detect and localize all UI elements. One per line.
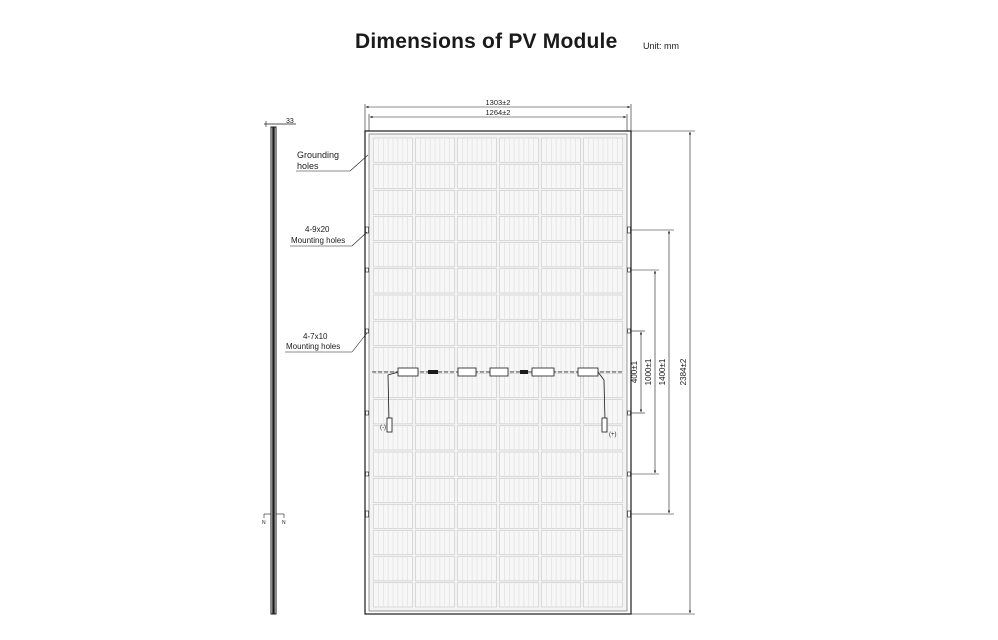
dim-width-inner: 1264±2	[485, 108, 511, 117]
callout-grounding-holes	[296, 150, 368, 171]
dim-hole-spacing-400: 400±1	[630, 360, 639, 384]
unit-label: Unit: mm	[643, 41, 679, 51]
section-mark-left: N	[262, 520, 266, 526]
dim-length: 2384±2	[679, 358, 688, 386]
dim-hole-spacing-1400: 1400±1	[658, 358, 667, 386]
callout-mounting-7x10	[285, 332, 367, 352]
positive-terminal-label: (+)	[609, 432, 617, 438]
svg-text:Mounting holes: Mounting holes	[291, 236, 346, 245]
length-dimensions	[630, 131, 695, 614]
dim-width-outer: 1303±2	[485, 98, 511, 107]
width-dimensions	[365, 98, 631, 131]
dim-hole-spacing-1000: 1000±1	[644, 358, 653, 386]
svg-text:4-7x10: 4-7x10	[303, 332, 328, 341]
section-mark-right: N	[282, 520, 286, 526]
svg-text:Grounding: Grounding	[297, 150, 340, 160]
side-profile	[262, 118, 296, 614]
svg-text:4-9x20: 4-9x20	[305, 225, 330, 234]
negative-terminal-label: (-)	[380, 425, 386, 431]
callout-mounting-9x20	[290, 225, 367, 246]
svg-text:Mounting holes: Mounting holes	[286, 342, 341, 351]
dim-frame-thickness: 33	[286, 118, 294, 125]
svg-text:holes: holes	[297, 161, 319, 171]
page-title: Dimensions of PV Module	[355, 30, 618, 53]
